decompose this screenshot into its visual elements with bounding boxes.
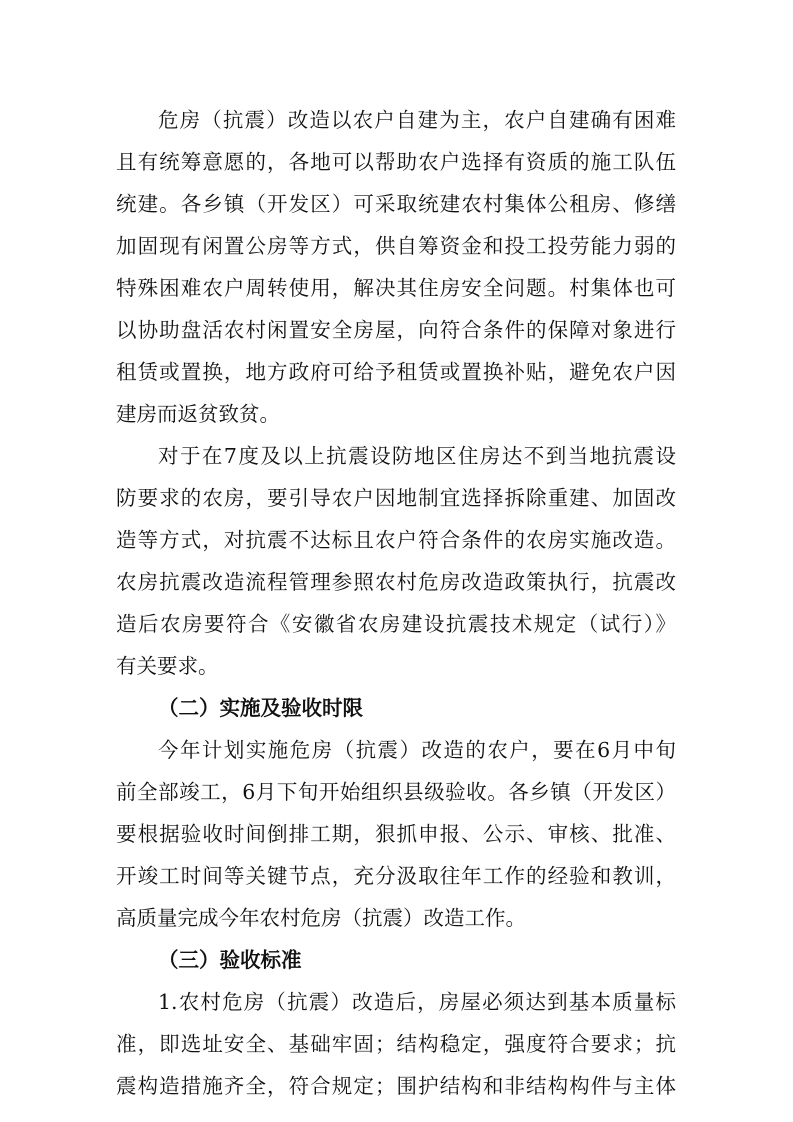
text-line: 租赁或置换，地方政府可给予租赁或置换补贴，避免农户因 [116, 360, 676, 384]
text-line: 前全部竣工，6月下旬开始组织县级验收。各乡镇（开发区） [116, 780, 676, 804]
text-line: 有关要求。 [116, 654, 219, 678]
text-line: 造后农房要符合《安徽省农房建设抗震技术规定（试行）》 [116, 612, 676, 636]
section-heading: （二）实施及验收时限 [158, 696, 363, 720]
text-line: 且有统筹意愿的，各地可以帮助农户选择有资质的施工队伍 [116, 150, 676, 174]
text-line: 建房而返贫致贫。 [116, 402, 280, 426]
text-line: 统建。各乡镇（开发区）可采取统建农村集体公租房、修缮 [116, 192, 676, 216]
text-line: 高质量完成今年农村危房（抗震）改造工作。 [116, 906, 526, 930]
text-line: 加固现有闲置公房等方式，供自筹资金和投工投劳能力弱的 [116, 234, 676, 258]
text-line: 开竣工时间等关键节点，充分汲取往年工作的经验和教训， [116, 864, 676, 888]
text-line: 震构造措施齐全，符合规定；围护结构和非结构构件与主体 [116, 1074, 676, 1098]
text-line: 对于在7度及以上抗震设防地区住房达不到当地抗震设 [158, 444, 676, 468]
text-line: 危房（抗震）改造以农户自建为主，农户自建确有困难 [158, 108, 676, 132]
section-heading: （三）验收标准 [158, 948, 302, 972]
text-line: 农房抗震改造流程管理参照农村危房改造政策执行，抗震改 [116, 570, 676, 594]
text-line: 今年计划实施危房（抗震）改造的农户，要在6月中旬 [158, 738, 676, 762]
text-line: 以协助盘活农村闲置安全房屋，向符合条件的保障对象进行 [116, 318, 676, 342]
text-line: 1.农村危房（抗震）改造后，房屋必须达到基本质量标 [158, 990, 676, 1014]
text-line: 特殊困难农户周转使用，解决其住房安全问题。村集体也可 [116, 276, 676, 300]
text-line: 准，即选址安全、基础牢固；结构稳定，强度符合要求；抗 [116, 1032, 676, 1056]
text-line: 造等方式，对抗震不达标且农户符合条件的农房实施改造。 [116, 528, 676, 552]
text-line: 防要求的农房，要引导农户因地制宜选择拆除重建、加固改 [116, 486, 676, 510]
text-line: 要根据验收时间倒排工期，狠抓申报、公示、审核、批准、 [116, 822, 676, 846]
